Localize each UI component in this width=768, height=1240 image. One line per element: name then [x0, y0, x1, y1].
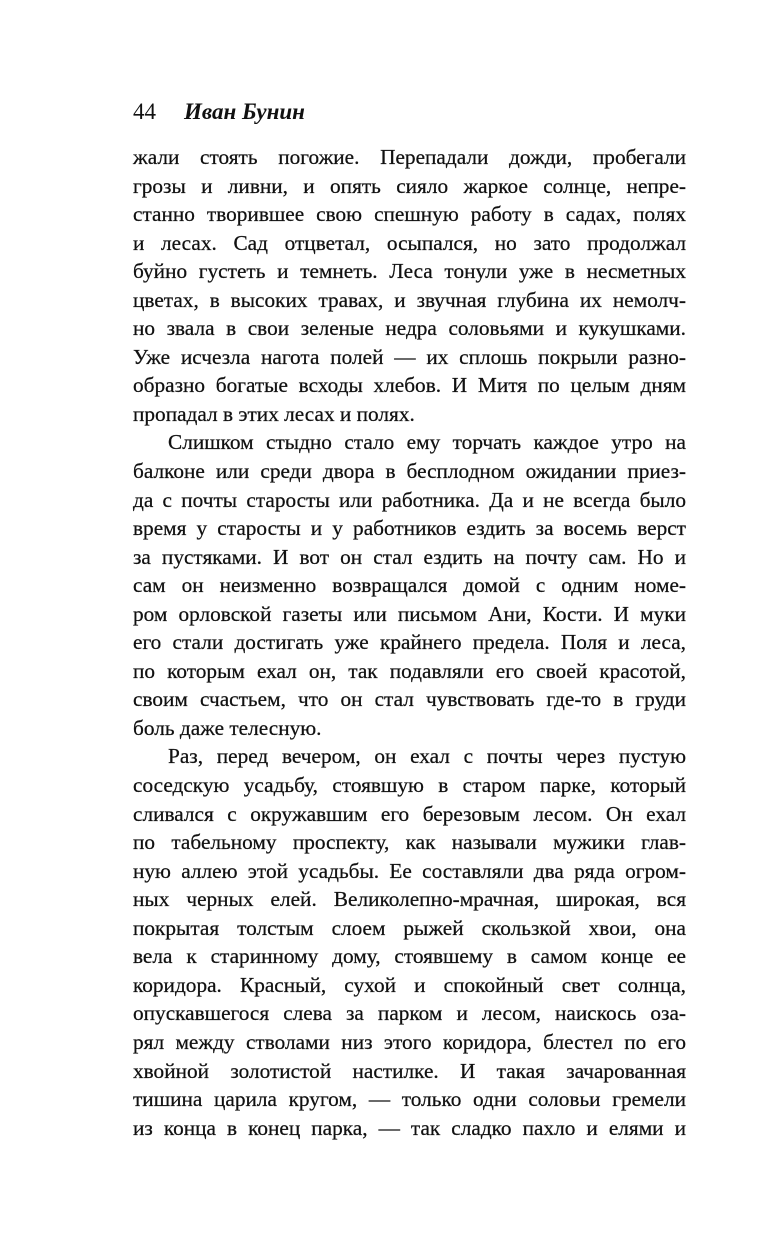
text-line: по которым ехал он, так подавляли его своей красотой, — [133, 658, 686, 683]
text-line: грозы и ливни, и опять сияло жаркое солнце, непре- — [133, 173, 686, 198]
text-line: покрытая толстым слоем рыжей скользкой хвои, она — [133, 915, 686, 940]
text-line: своим счастьем, что он стал чувствовать где-то в груди — [133, 687, 686, 712]
text-line: сам он неизменно возвращался домой с одним номе- — [133, 573, 686, 598]
text-line: ром орловской газеты или письмом Ани, Кости. И муки — [133, 601, 686, 626]
text-line: хвойной золотистой настилке. И такая зачарованная — [133, 1058, 686, 1083]
paragraph-first-line: Слишком стыдно стало ему торчать каждое утро на — [168, 430, 686, 455]
text-line: буйно густеть и темнеть. Леса тонули уже в несметных — [133, 259, 686, 284]
body-text — [133, 143, 686, 1142]
text-line: да с почты старосты или работника. Да и не всегда было — [133, 487, 686, 512]
text-line: Уже исчезла нагота полей — их сплошь покрыли разно- — [133, 344, 686, 369]
text-line: время у старосты и у работников ездить за восемь верст — [133, 516, 686, 541]
text-line: цветах, в высоких травах, и звучная глубина их немолч- — [133, 287, 686, 312]
page-number: 44 — [133, 99, 156, 124]
text-line: станно творившее свою спешную работу в садах, полях — [133, 202, 686, 227]
running-title: Иван Бунин — [184, 99, 305, 124]
text-line: соседскую усадьбу, стоявшую в старом парке, который — [133, 773, 686, 798]
text-line: и лесах. Сад отцветал, осыпался, но зато продолжал — [133, 230, 686, 255]
text-line: ных черных елей. Великолепно-мрачная, широкая, вся — [133, 887, 686, 912]
text-line: его стали достигать уже крайнего предела. Поля и леса, — [133, 630, 686, 655]
text-line: коридора. Красный, сухой и спокойный свет солнца, — [133, 972, 686, 997]
text-line: жали стоять погожие. Перепадали дожди, пробегали — [133, 145, 686, 169]
text-line: балконе или среди двора в бесплодном ожидании приез- — [133, 459, 686, 484]
text-line: сливался с окружавшим его березовым лесом. Он ехал — [133, 801, 686, 826]
text-line: рял между стволами низ этого коридора, блестел по его — [133, 1029, 686, 1054]
paragraph-end-line: боль даже телесную. — [133, 715, 322, 740]
page-header — [133, 98, 305, 126]
text-line: из конца в конец парка, — так сладко пахло и елями и — [133, 1115, 686, 1140]
paragraph-first-line: Раз, перед вечером, он ехал с почты через пустую — [168, 744, 686, 769]
text-line: ную аллею этой усадьбы. Ее составляли два ряда огром- — [133, 858, 686, 883]
paragraph-end-line: пропадал в этих лесах и полях. — [133, 401, 415, 426]
text-line: образно богатые всходы хлебов. И Митя по целым дням — [133, 373, 686, 398]
text-line: но звала в свои зеленые недра соловьями и кукушками. — [133, 316, 686, 341]
text-line: опускавшегося слева за парком и лесом, наискось оза- — [133, 1001, 686, 1026]
text-line: по табельному проспекту, как называли мужики глав- — [133, 830, 686, 855]
text-line: за пустяками. И вот он стал ездить на почту сам. Но и — [133, 544, 686, 569]
text-line: тишина царила кругом, — только одни соловьи гремели — [133, 1087, 686, 1112]
text-line: вела к старинному дому, стоявшему в самом конце ее — [133, 944, 686, 969]
